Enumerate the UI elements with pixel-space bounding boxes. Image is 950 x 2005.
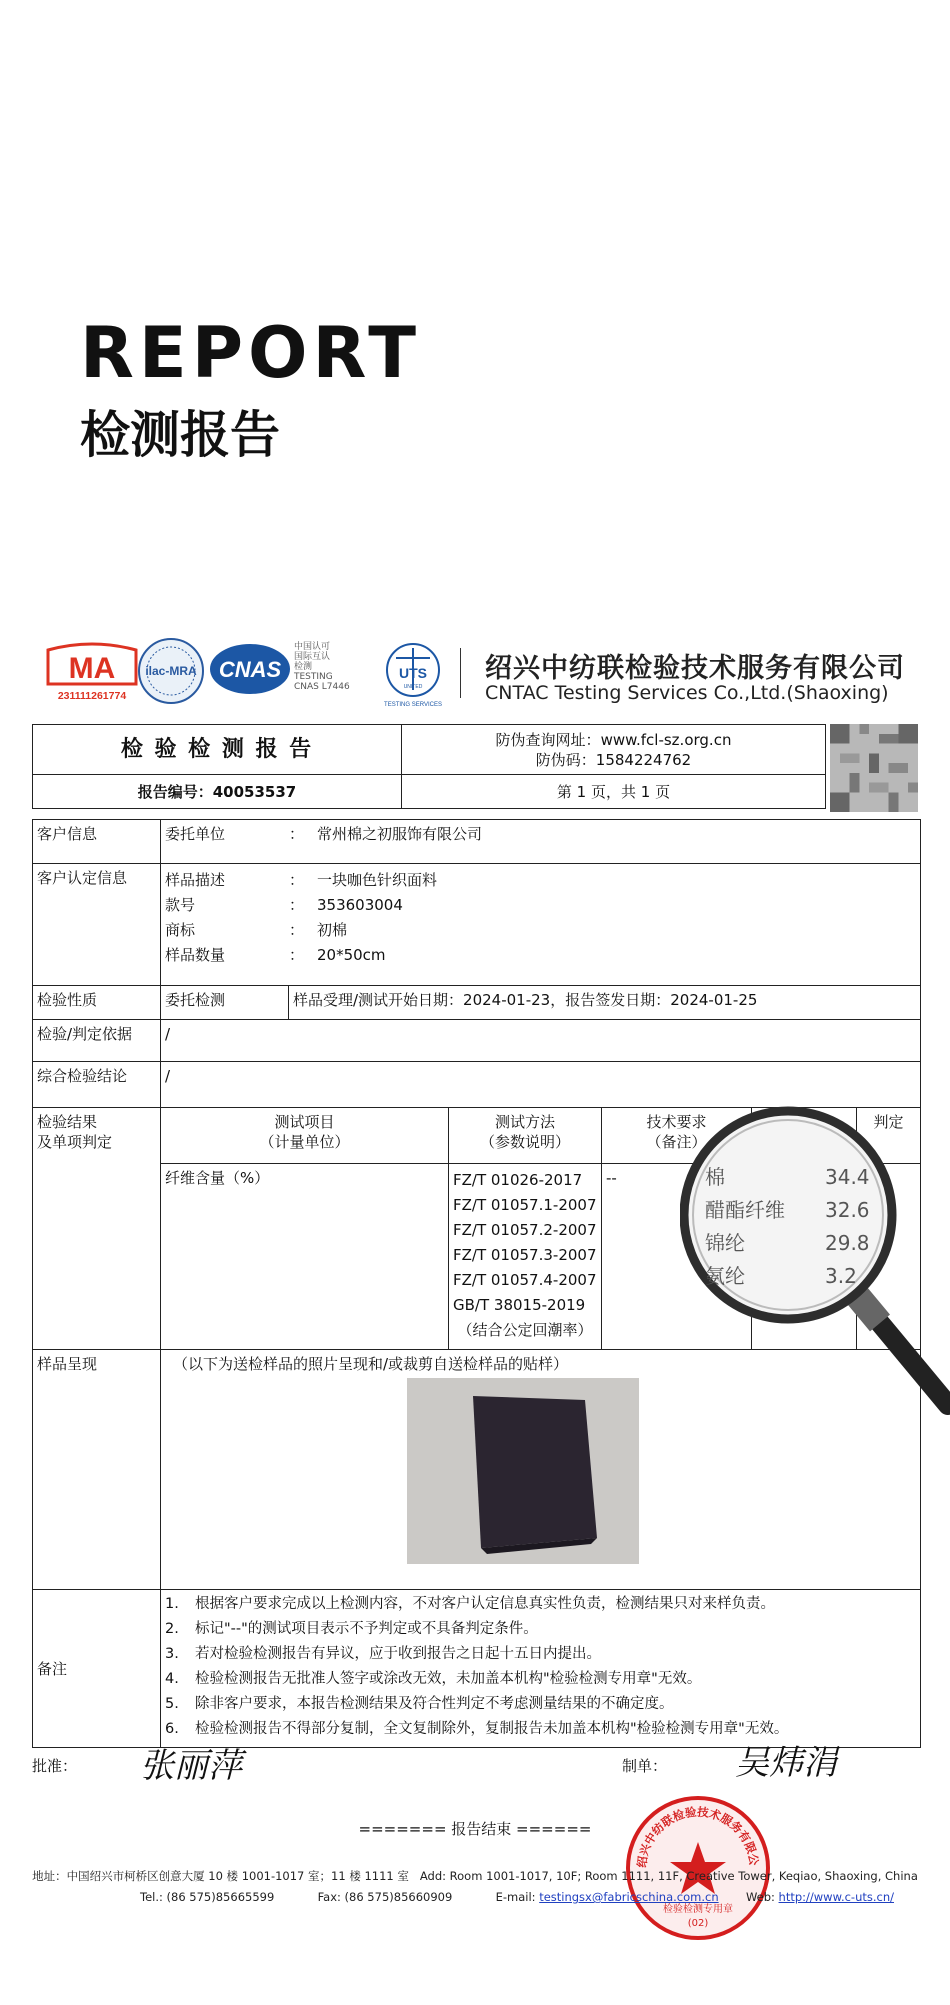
footer-tel: Tel.: (86 575)85665599 <box>140 1890 275 1904</box>
svg-text:(02): (02) <box>687 1918 709 1929</box>
test-nature-value: 委托检测 <box>161 986 289 1020</box>
cnas-accreditation-text: 中国认可 国际互认 检测 TESTING CNAS L7446 <box>294 642 350 692</box>
test-item-name: 纤维含量（%） <box>161 1164 449 1350</box>
cnas-logo-text: CNAS <box>218 657 282 682</box>
test-methods: FZ/T 01026-2017 FZ/T 01057.1-2007 FZ/T 01057.2-2007 FZ/T 01057.3-2007 FZ/T 01057.4-2007 GB/T 38015-2019 （结合公定回潮率） <box>449 1164 602 1350</box>
fabric-sample-photo <box>407 1378 639 1564</box>
qr-code <box>829 724 919 812</box>
client-confirmed-info: 样品描述 ： 一块咖色针织面料 款号 ： 353603004 商标 ： 初棉 样品数量 ： 20*50cm <box>161 864 921 986</box>
maker-signature: 吴炜涓 <box>735 1743 837 1783</box>
verify-url: www.fcl-sz.org.cn <box>600 730 732 749</box>
client-unit: 委托单位 ： 常州棉之初服饰有限公司 <box>161 820 921 864</box>
label-test-nature: 检验性质 <box>33 986 161 1020</box>
footer-fax: Fax: (86 575)85660909 <box>317 1890 453 1904</box>
dates-info: 样品受理/测试开始日期：2024-01-23，报告签发日期：2024-01-25 <box>289 986 921 1020</box>
footer-web-link[interactable]: http://www.c-uts.cn/ <box>778 1890 894 1904</box>
verify-info: 防伪查询网址：www.fcl-sz.org.cn 防伪码：1584224762 <box>402 725 826 775</box>
requirement-value: -- <box>602 1164 752 1350</box>
basis-value: / <box>161 1020 921 1062</box>
page-info: 第 1 页，共 1 页 <box>402 775 826 809</box>
fiber-row: 醋酯纤维 32.6 <box>705 1198 870 1222</box>
uts-caption: TESTING SERVICES <box>384 702 442 708</box>
footer-email-link[interactable]: testingsx@fabricschina.com.cn <box>539 1890 719 1904</box>
label-client-confirmed: 客户认定信息 <box>33 864 161 986</box>
fiber-row: 棉 34.4 <box>705 1165 870 1189</box>
cma-logo-text: MA <box>68 652 116 685</box>
col-test-method: 测试方法 （参数说明） <box>449 1108 602 1164</box>
fiber-row: 氨纶 3.2 <box>705 1264 857 1288</box>
report-end-marker: ======= 报告结束 ====== <box>358 1820 592 1838</box>
magnified-fiber-list <box>705 1161 875 1293</box>
label-client-info: 客户信息 <box>33 820 161 864</box>
approve-label: 批准： <box>32 1757 78 1775</box>
ilac-logo-text: ilac-MRA <box>145 664 197 678</box>
report-header-table <box>32 724 826 809</box>
report-number: 报告编号：40053537 <box>33 775 402 809</box>
col-judgement: 判定 <box>857 1108 921 1164</box>
company-name-cn: 绍兴中纺联检验技术服务有限公司 <box>485 653 905 684</box>
remarks-list: 1. 根据客户要求完成以上检测内容，不对客户认定信息真实性负责，检测结果只对来样负责。 2. 标记"--"的测试项目表示不予判定或不具备判定条件。 3. 若对检验检测报告有异议，应于收到报告之日起十五日内提出。 4. 检验检测报告无批准人签字或涂改无效，未加盖本机构"检验检测专用章"无效。 5. 除非客户要求，本报告检测结果及符合性判定不考虑测量结果的不确定度。 6. 检验检测报告不得部分复制，全文复制除外，复制报告未加盖本机构"检验检测专用章"无效。 <box>161 1590 921 1748</box>
uts-logo <box>382 640 444 710</box>
company-name-en: CNTAC Testing Services Co.,Ltd.(Shaoxing) <box>485 682 889 704</box>
label-results: 检验结果 及单项判定 <box>33 1108 161 1350</box>
client-name: 常州棉之初服饰有限公司 <box>317 825 483 843</box>
report-title-cn: 检测报告 <box>80 406 280 464</box>
label-basis: 检验/判定依据 <box>33 1020 161 1062</box>
uts-united-text: UNITED <box>403 684 423 690</box>
fiber-row: 锦纶 29.8 <box>705 1231 870 1255</box>
report-title-en: REPORT <box>80 312 422 394</box>
magnifier-overlay <box>680 1105 950 1415</box>
conclusion-value: / <box>161 1062 921 1108</box>
label-sample: 样品呈现 <box>33 1350 161 1590</box>
cnas-logo <box>208 642 292 696</box>
uts-logo-text: UTS <box>399 665 427 681</box>
maker-label: 制单： <box>622 1757 668 1775</box>
sample-caption: （以下为送检样品的照片呈现和/或裁剪自送检样品的贴样） <box>161 1350 921 1590</box>
cma-number: 231111261774 <box>57 690 127 702</box>
label-conclusion: 综合检验结论 <box>33 1062 161 1108</box>
footer-address-en: Add: Room 1001-1017, 10F; Room 1111, 11F, Creative Tower, Keqiao, Shaoxing, China <box>419 1869 918 1883</box>
col-test-item: 测试项目 （计量单位） <box>161 1108 449 1164</box>
cma-logo <box>44 642 140 704</box>
footer: 地址：中国绍兴市柯桥区创意大厦 10 楼 1001-1017 室；11 楼 1111 室 Add: Room 1001-1017, 10F; Room 1111, 11F, Creative Tower, Keqiao, Shaoxing, China Tel.: (86 575)85665599 Fax: (86 575)85660909 E-mail: testingsx@fabricschina.com.cn Web: http://www.c-uts.cn/ <box>32 1869 918 1904</box>
col-requirement: 技术要求 （备注） <box>602 1108 752 1164</box>
svg-text:检验检测专用章: 检验检测专用章 <box>663 1904 733 1915</box>
report-doc-title: 检 验 检 测 报 告 <box>33 725 402 775</box>
footer-address-cn: 地址：中国绍兴市柯桥区创意大厦 10 楼 1001-1017 室；11 楼 1111 室 <box>32 1869 409 1883</box>
svg-text:绍兴中纺联检验技术服务有限公司: 绍兴中纺联检验技术服务有限公 <box>634 1804 762 1869</box>
anti-fake-code: 1584224762 <box>595 750 692 769</box>
ilac-mra-logo <box>136 636 206 706</box>
label-remarks: 备注 <box>33 1590 161 1748</box>
logo-divider <box>460 648 461 698</box>
approver-signature: 张丽萍 <box>140 1746 242 1786</box>
